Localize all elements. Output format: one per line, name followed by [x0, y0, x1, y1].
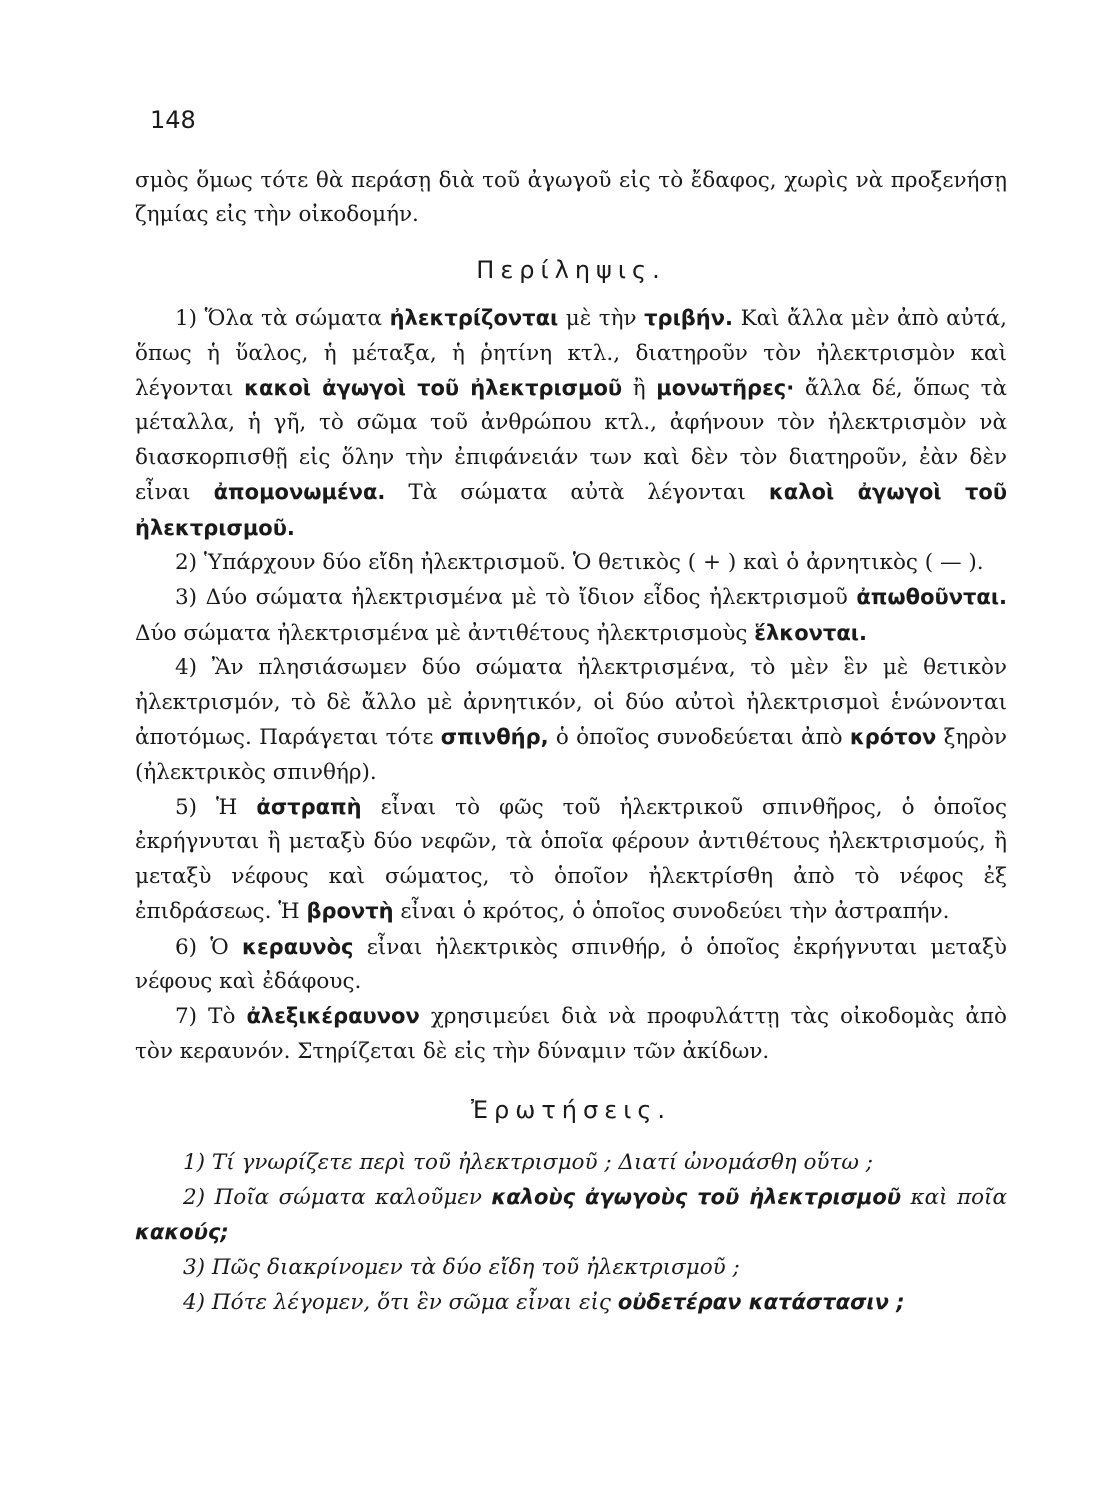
- summary-item-5: 5) Ἡ ἀστραπὴ εἶναι τὸ φῶς τοῦ ἠλεκτρικοῦ σπινθῆρος, ὁ ὁποῖος ἐκρήγνυται ἢ μεταξὺ δύο νεφῶν, τὰ ὁποῖα φέρουν ἀντιθέτους ἠλεκτρισμούς, ἢ μεταξὺ νέφους καὶ σώματος, τὸ ὁποῖον ἠλεκτρίσθη ἀπὸ τὸ νέφος ἐξ ἐπιδράσεως. Ἡ βροντὴ εἶναι ὁ κρότος, ὁ ὁποῖος συνοδεύει τὴν ἀστραπήν.: [135, 794, 1007, 925]
- question-1: 1) Τί γνωρίζετε περὶ τοῦ ἠλεκτρισμοῦ ; Διατί ὠνομάσθη οὕτω ;: [183, 1149, 874, 1175]
- summary-item-6: 6) Ὁ κεραυνὸς εἶναι ἠλεκτρικὸς σπινθήρ, ὁ ὁποῖος ἐκρήγνυται μεταξὺ νέφους καὶ ἐδάφους.: [135, 934, 1007, 994]
- question-4: 4) Πότε λέγομεν, ὅτι ἓν σῶμα εἶναι εἰς οὐδετέραν κατάστασιν ;: [183, 1290, 905, 1316]
- question-2: 2) Ποῖα σώματα καλοῦμεν καλοὺς ἀγωγοὺς τοῦ ἠλεκτρισμοῦ καὶ ποῖα κακούς;: [135, 1184, 1007, 1245]
- summary-heading: Περίληψις.: [476, 255, 666, 284]
- summary-item-4: 4) Ἂν πλησιάσωμεν δύο σώματα ἠλεκτρισμένα, τὸ μὲν ἓν μὲ θετικὸν ἠλεκτρισμόν, τὸ δὲ ἄλλο μὲ ἀρνητικόν, οἱ δύο αὐτοὶ ἠλεκτρισμοὶ ἑνώνονται ἀποτόμως. Παράγεται τότε σπινθήρ, ὁ ὁποῖος συνοδεύεται ἀπὸ κρότον ξηρὸν (ἠλεκτρικὸς σπινθήρ).: [135, 655, 1007, 785]
- summary-item-3: 3) Δύο σώματα ἠλεκτρισμένα μὲ τὸ ἴδιον εἶδος ἠλεκτρισμοῦ ἀπωθοῦνται. Δύο σώματα ἠλεκτρισμένα μὲ ἀντιθέτους ἠλεκτρισμοὺς ἕλκονται.: [135, 585, 1007, 646]
- summary-item-2: 2) Ὑπάρχουν δύο εἴδη ἠλεκτρισμοῦ. Ὁ θετικὸς ( + ) καὶ ὁ ἀρνητικὸς ( — ).: [175, 550, 984, 576]
- question-3: 3) Πῶς διακρίνομεν τὰ δύο εἴδη τοῦ ἠλεκτρισμοῦ ;: [183, 1254, 740, 1280]
- intro-paragraph: σμὸς ὅμως τότε θὰ περάσῃ διὰ τοῦ ἀγωγοῦ εἰς τὸ ἔδαφος, χωρὶς νὰ προξενήσῃ ζημίας εἰς τὴν οἰκοδομήν.: [135, 168, 1007, 228]
- questions-heading: Ἐρωτήσεις.: [470, 1096, 672, 1125]
- summary-item-7: 7) Τὸ ἀλεξικέραυνον χρησιμεύει διὰ νὰ προφυλάττῃ τὰς οἰκοδομὰς ἀπὸ τὸν κεραυνόν. Στηρίζεται δὲ εἰς τὴν δύναμιν τῶν ἀκίδων.: [135, 1004, 1007, 1064]
- summary-item-1: 1) Ὅλα τὰ σώματα ἠλεκτρίζονται μὲ τὴν τριβήν. Καὶ ἄλλα μὲν ἀπὸ αὐτά, ὅπως ἡ ὕαλος, ἡ μέταξα, ἡ ῥητίνη κτλ., διατηροῦν τὸν ἠλεκτρισμὸν καὶ λέγονται κακοὶ ἀγωγοὶ τοῦ ἠλεκτρισμοῦ ἢ μονωτῆρες· ἄλλα δέ, ὅπως τὰ μέταλλα, ἡ γῆ, τὸ σῶμα τοῦ ἀνθρώπου κτλ., ἀφήνουν τὸν ἠλεκτρισμὸν νὰ διασκορπισθῇ εἰς ὅλην τὴν ἐπιφάνειάν των καὶ δὲν τὸν διατηροῦν, ἐὰν δὲν εἶναι ἀπομονωμένα. Τὰ σώματα αὐτὰ λέγονται καλοὶ ἀγωγοὶ τοῦ ἠλεκτρισμοῦ.: [135, 306, 1008, 540]
- page-body: [135, 164, 1007, 1321]
- page-number: 148: [150, 106, 196, 134]
